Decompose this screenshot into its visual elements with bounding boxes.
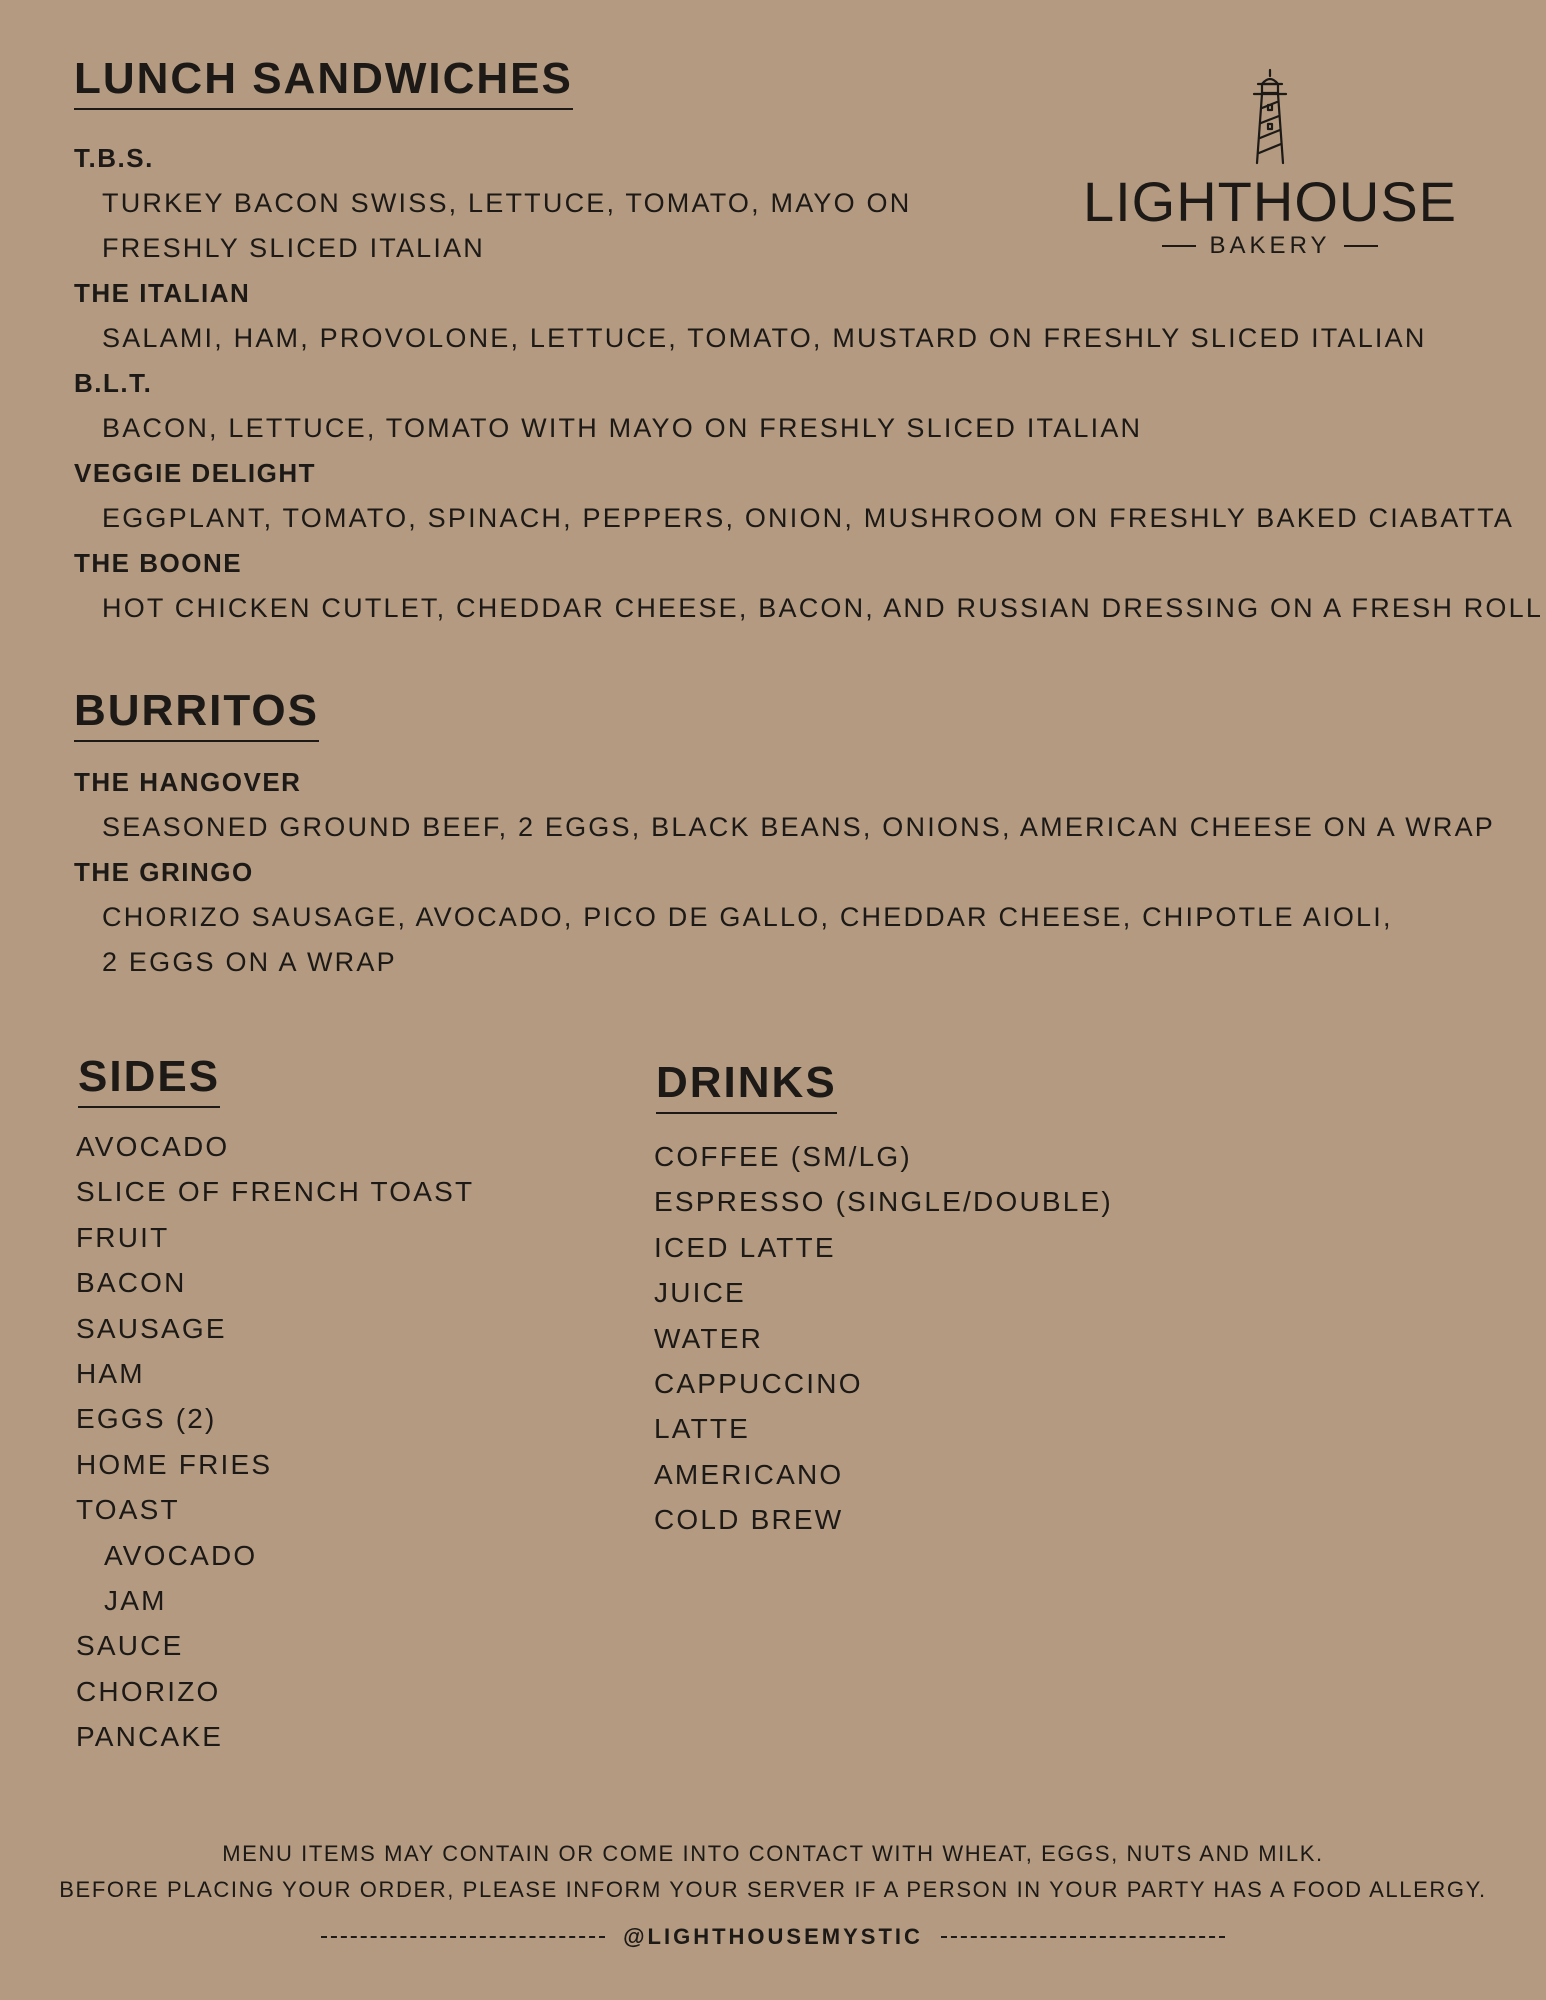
- list-item: AVOCADO: [76, 1131, 230, 1162]
- logo-dash: [1344, 245, 1378, 247]
- sides-list: [76, 1124, 474, 1760]
- logo-wordmark: LIGHTHOUSE: [1082, 170, 1458, 233]
- lunch-sandwiches-title: LUNCH SANDWICHES: [74, 54, 573, 110]
- list-sub-item: AVOCADO: [104, 1539, 258, 1571]
- burrito-list: [74, 760, 1495, 985]
- item-description: BACON, LETTUCE, TOMATO WITH MAYO ON FRESHLY SLICED ITALIAN: [102, 413, 1143, 443]
- social-handle: @LIGHTHOUSEMYSTIC: [623, 1924, 923, 1949]
- item-name: T.B.S.: [74, 143, 154, 173]
- list-item: ICED LATTE: [654, 1231, 836, 1263]
- menu-item: [74, 760, 1495, 850]
- list-sub-item: JAM: [104, 1585, 167, 1617]
- list-item: JUICE: [654, 1277, 746, 1309]
- dashed-rule: [321, 1936, 605, 1938]
- item-description: CHORIZO SAUSAGE, AVOCADO, PICO DE GALLO, CHEDDAR CHEESE, CHIPOTLE AIOLI,: [102, 902, 1393, 932]
- lighthouse-icon: [1240, 68, 1300, 168]
- list-item: EGGS (2): [76, 1403, 217, 1435]
- sides-title: SIDES: [78, 1052, 220, 1108]
- allergy-notice-line: MENU ITEMS MAY CONTAIN OR COME INTO CONTACT WITH WHEAT, EGGS, NUTS AND MILK.: [222, 1841, 1324, 1866]
- list-item: CHORIZO: [76, 1675, 221, 1707]
- list-item: HAM: [76, 1358, 145, 1390]
- menu-item: [74, 850, 1495, 985]
- list-item: FRUIT: [76, 1221, 170, 1253]
- item-name: THE HANGOVER: [74, 767, 302, 797]
- allergy-notice: [0, 1836, 1546, 1908]
- list-item: SAUSAGE: [76, 1312, 227, 1344]
- list-item: LATTE: [654, 1413, 751, 1445]
- item-description: EGGPLANT, TOMATO, SPINACH, PEPPERS, ONION, MUSHROOM ON FRESHLY BAKED CIABATTA: [102, 503, 1515, 533]
- list-item: SAUCE: [76, 1630, 184, 1662]
- menu-item: [74, 271, 1543, 361]
- menu-item: [74, 451, 1543, 541]
- logo-subtitle: [1080, 232, 1460, 260]
- allergy-notice-line: BEFORE PLACING YOUR ORDER, PLEASE INFORM YOUR SERVER IF A PERSON IN YOUR PARTY HAS A FOOD ALLERGY.: [59, 1877, 1487, 1902]
- item-name: B.L.T.: [74, 368, 153, 398]
- item-description: SALAMI, HAM, PROVOLONE, LETTUCE, TOMATO, MUSTARD ON FRESHLY SLICED ITALIAN: [102, 323, 1427, 353]
- menu-item: [74, 361, 1543, 451]
- drinks-list: [654, 1134, 1113, 1543]
- item-name: THE GRINGO: [74, 857, 254, 887]
- burritos-title: BURRITOS: [74, 686, 319, 742]
- item-description: TURKEY BACON SWISS, LETTUCE, TOMATO, MAYO ON: [102, 188, 912, 218]
- list-item: HOME FRIES: [76, 1448, 273, 1480]
- logo-dash: [1162, 245, 1196, 247]
- list-item: SLICE OF FRENCH TOAST: [76, 1176, 475, 1208]
- drinks-title: DRINKS: [656, 1058, 837, 1114]
- list-item: WATER: [654, 1322, 763, 1354]
- menu-item: [74, 541, 1543, 631]
- item-name: VEGGIE DELIGHT: [74, 458, 317, 488]
- list-item: COFFEE (SM/LG): [654, 1141, 912, 1172]
- item-description: SEASONED GROUND BEEF, 2 EGGS, BLACK BEANS, ONIONS, AMERICAN CHEESE ON A WRAP: [102, 812, 1495, 842]
- item-description: HOT CHICKEN CUTLET, CHEDDAR CHEESE, BACON, AND RUSSIAN DRESSING ON A FRESH ROLL: [102, 593, 1544, 623]
- dashed-rule: [941, 1936, 1225, 1938]
- item-name: THE ITALIAN: [74, 278, 251, 308]
- list-item: TOAST: [76, 1494, 180, 1526]
- item-name: THE BOONE: [74, 548, 243, 578]
- list-item: ESPRESSO (SINGLE/DOUBLE): [654, 1186, 1113, 1218]
- lighthouse-bakery-logo: [1080, 68, 1460, 260]
- list-item: PANCAKE: [76, 1721, 224, 1753]
- item-description: 2 EGGS ON A WRAP: [102, 947, 397, 977]
- item-description: FRESHLY SLICED ITALIAN: [102, 233, 485, 263]
- list-item: AMERICANO: [654, 1458, 844, 1490]
- list-item: BACON: [76, 1267, 187, 1299]
- list-item: COLD BREW: [654, 1504, 844, 1536]
- social-handle-row: [0, 1924, 1546, 1950]
- list-item: CAPPUCCINO: [654, 1368, 863, 1400]
- logo-subtitle-text: BAKERY: [1209, 232, 1331, 259]
